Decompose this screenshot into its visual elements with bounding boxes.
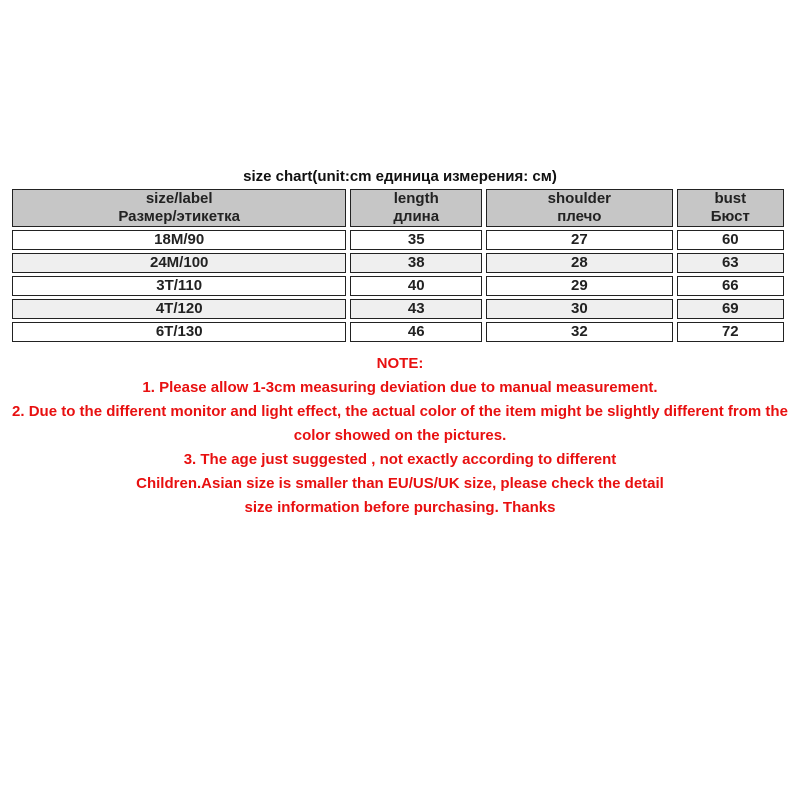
header-size-label: [12, 189, 346, 227]
table-row: [12, 299, 784, 319]
cell-shoulder: 30: [486, 299, 672, 319]
header-en: size/label: [145, 190, 213, 207]
note-heading: NOTE:: [376, 355, 424, 372]
cell-size: 6T/130: [12, 322, 346, 342]
cell-shoulder: 29: [486, 276, 672, 296]
cell-bust: 60: [677, 230, 784, 250]
cell-length: 46: [350, 322, 482, 342]
cell-length: 43: [350, 299, 482, 319]
header-en: bust: [714, 190, 747, 207]
table-row: [12, 253, 784, 273]
cell-shoulder: 27: [486, 230, 672, 250]
chart-title: size chart(unit:cm единица измерения: см): [243, 168, 557, 185]
note-item-2: 2. Due to the different monitor and light effect, the actual color of the item might be slightly different from the color showed on the pictures.: [12, 403, 788, 444]
cell-bust: 69: [677, 299, 784, 319]
size-table: [8, 186, 788, 345]
header-ru: плечо: [557, 208, 602, 225]
note-item-3: 3. The age just suggested , not exactly according to different Children.Asian size is smaller than EU/US/UK size, please check the detail size information before purchasing. Thanks: [136, 451, 664, 516]
cell-size: 3T/110: [12, 276, 346, 296]
header-en: length: [393, 190, 439, 207]
note-item-1: 1. Please allow 1-3cm measuring deviation due to manual measurement.: [142, 379, 658, 396]
cell-length: 38: [350, 253, 482, 273]
cell-length: 35: [350, 230, 482, 250]
header-ru: Размер/этикетка: [118, 208, 241, 225]
cell-shoulder: 28: [486, 253, 672, 273]
cell-size: 18M/90: [12, 230, 346, 250]
header-en: shoulder: [547, 190, 611, 207]
table-row: [12, 276, 784, 296]
header-ru: Бюст: [710, 208, 750, 225]
cell-size: 4T/120: [12, 299, 346, 319]
header-length: [350, 189, 482, 227]
cell-bust: 66: [677, 276, 784, 296]
table-row: [12, 230, 784, 250]
cell-size: 24M/100: [12, 253, 346, 273]
notes-section: [0, 352, 800, 520]
cell-bust: 63: [677, 253, 784, 273]
cell-bust: 72: [677, 322, 784, 342]
table-header-row: [12, 189, 784, 227]
header-ru: длина: [393, 208, 440, 225]
header-shoulder: [486, 189, 672, 227]
cell-length: 40: [350, 276, 482, 296]
table-row: [12, 322, 784, 342]
header-bust: [677, 189, 784, 227]
cell-shoulder: 32: [486, 322, 672, 342]
